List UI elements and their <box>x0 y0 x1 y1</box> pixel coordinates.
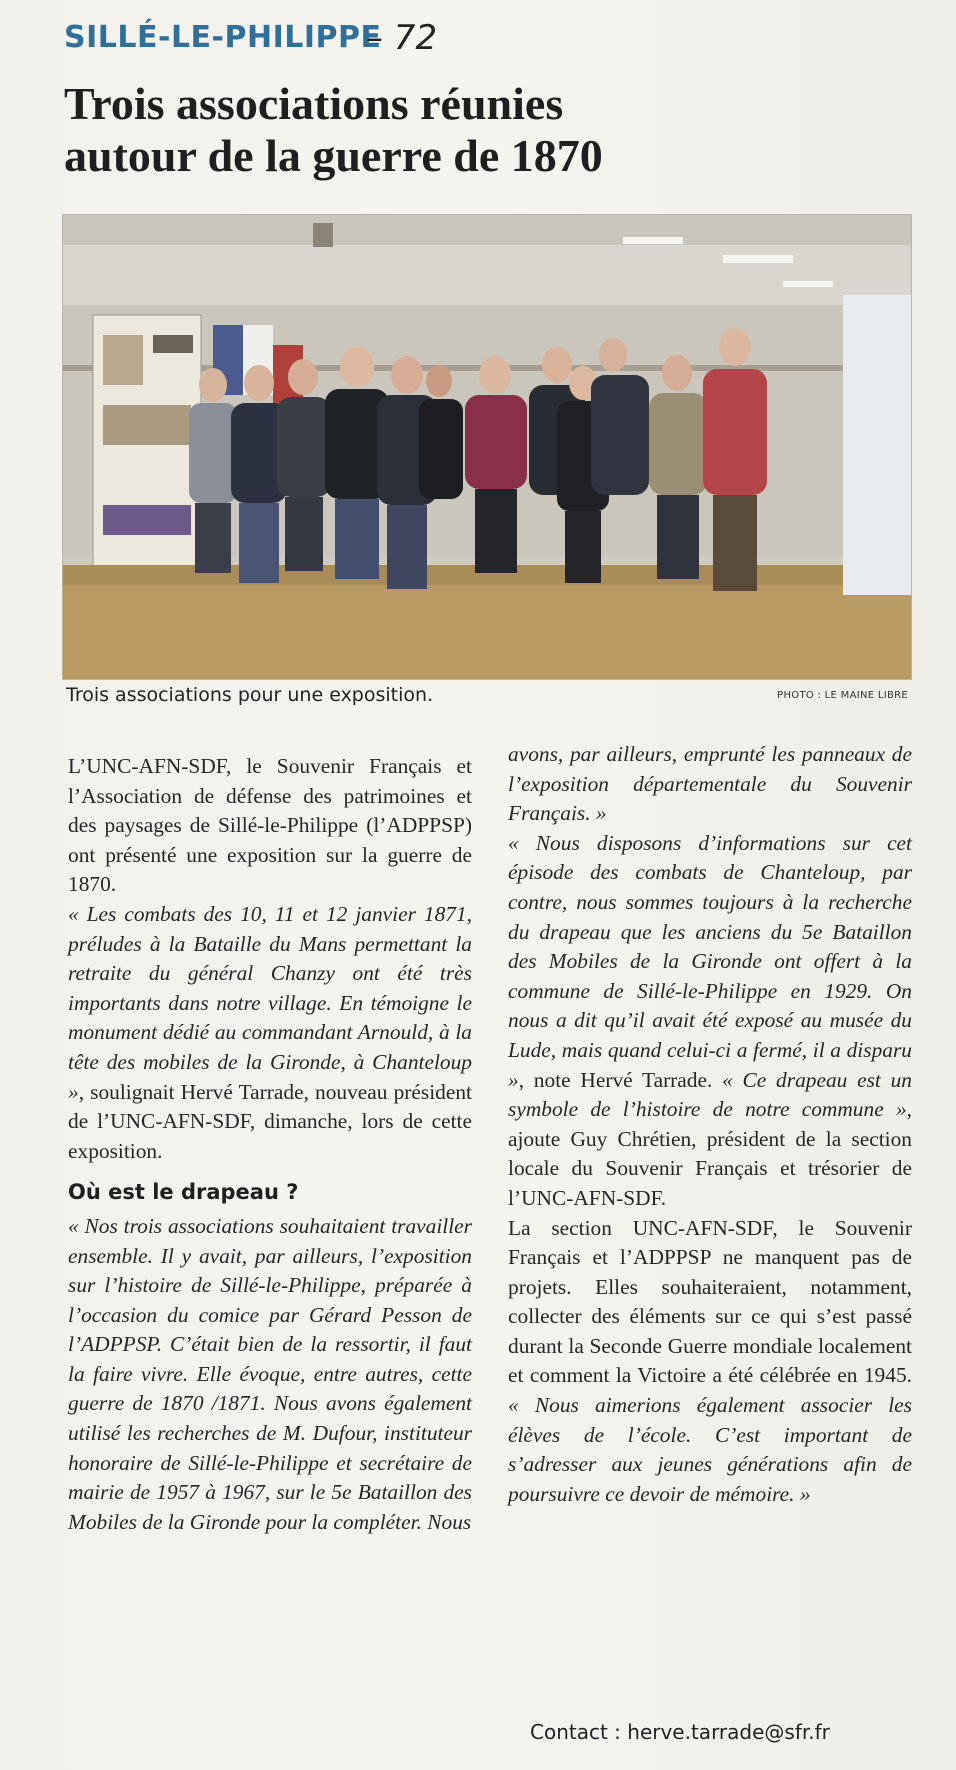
article-column-left <box>68 752 472 1537</box>
quote-paragraph-3 <box>508 829 912 1214</box>
contact-line: Contact : herve.tarrade@sfr.fr <box>530 1720 830 1744</box>
quote-continuation <box>508 740 912 829</box>
quote-text: avons, par ailleurs, emprunté les panneaux de l’exposition départementale du Souvenir Français. » <box>508 742 912 826</box>
attribution-text: , note Hervé Tarrade. <box>518 1067 723 1092</box>
quote-text: « Nous aimerions également associer les élèves de l’école. C’est important de s’adresser aux jeunes générations afin de poursuivre ce devoir de mémoire. » <box>508 1393 912 1506</box>
quote-text: « Les combats des 10, 11 et 12 janvier 1871, préludes à la Bataille du Mans permettant la retraite du général Chanzy ont été très importants dans notre village. En témoigne le monument dédié au commandant Arnould, à la tête des mobiles de la Gironde, à Chanteloup » <box>68 901 472 1104</box>
section-subhead: Où est le drapeau ? <box>68 1180 299 1205</box>
intro-paragraph: L’UNC-AFN-SDF, le Souvenir Français et l’Association de défense des patrimoines et des paysages de Sillé-le-Philippe (l’ADPPSP) ont présenté une exposition sur la guerre de 1870. <box>68 754 472 897</box>
quote-text: « Ce drapeau est un symbole de l’histoire de notre commune » <box>508 1067 912 1122</box>
headline-line-2: autour de la guerre de 1870 <box>64 130 603 181</box>
headline-line-1: Trois associations réunies <box>64 78 564 129</box>
article-column-right <box>508 740 912 1509</box>
photo-caption: Trois associations pour une exposition. <box>66 684 434 706</box>
group-photo <box>62 214 912 680</box>
attribution-text: , ajoute Guy Chrétien, président de la section locale du Souvenir Français et trésorier de l’UNC-AFN-SDF. <box>508 1097 912 1210</box>
closing-text: La section UNC-AFN-SDF, le Souvenir Français et l’ADPPSP ne manquent pas de projets. Elles souhaiteraient, notamment, collecter des éléments sur ce qui s’est passé durant la Seconde Guerre mondiale localement et comment la Victoire a été célébrée en 1945. <box>508 1215 912 1388</box>
quote-paragraph-2 <box>68 1212 472 1538</box>
group-photo-illustration <box>63 215 911 679</box>
handwritten-department-note: – 72 <box>366 18 438 58</box>
quote-text: « Nous disposons d’informations sur cet épisode des combats de Chanteloup, par contre, nous sommes toujours à la recherche du drapeau que les anciens du 5e Bataillon des Mobiles de la Gironde ont offert à la commune de Sillé-le-Philippe en 1929. On nous a dit qu’il avait été exposé au musée du Lude, mais quand celui-ci a fermé, il a disparu » <box>508 830 912 1092</box>
attribution-text: , soulignait Hervé Tarrade, nouveau président de l’UNC-AFN-SDF, dimanche, lors de cette exposition. <box>68 1079 472 1163</box>
location-kicker: SILLÉ-LE-PHILIPPE <box>64 20 382 55</box>
closing-paragraph <box>508 1214 912 1510</box>
quote-paragraph-1 <box>68 900 472 1166</box>
photo-credit: PHOTO : LE MAINE LIBRE <box>777 690 908 701</box>
article-headline <box>64 78 784 182</box>
quote-text: « Nos trois associations souhaitaient travailler ensemble. Il y avait, par ailleurs, l’exposition sur l’histoire de Sillé-le-Philippe, préparée à l’occasion du comice par Gérard Pesson de l’ADPPSP. C’était bien de la ressortir, il faut la faire vivre. Elle évoque, entre autres, cette guerre de 1870 /1871. Nous avons également utilisé les recherches de M. Dufour, instituteur honoraire de Sillé-le-Philippe et secrétaire de mairie de 1957 à 1967, sur le 5e Bataillon des Mobiles de la Gironde pour la compléter. Nous <box>68 1213 472 1534</box>
